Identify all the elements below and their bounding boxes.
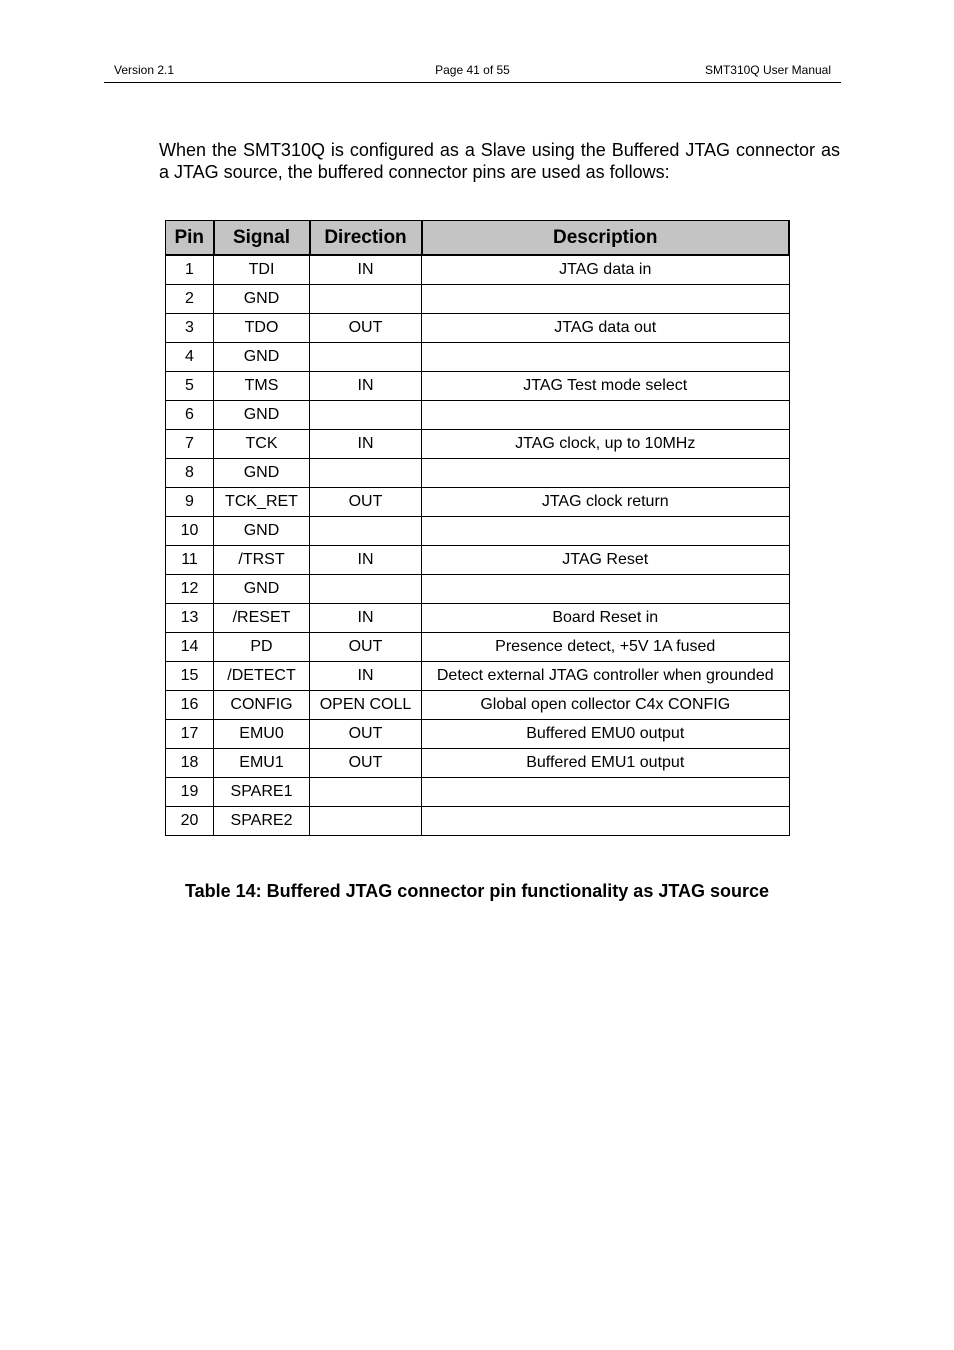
cell-direction <box>310 401 422 430</box>
cell-signal: TDO <box>214 314 310 343</box>
cell-description <box>422 807 790 836</box>
table-row <box>166 343 790 372</box>
cell-direction: IN <box>310 546 422 575</box>
page-header <box>104 61 841 83</box>
cell-direction <box>310 778 422 807</box>
cell-description <box>422 517 790 546</box>
table-body <box>166 255 790 836</box>
header-description: Description <box>422 221 790 256</box>
cell-signal: /TRST <box>214 546 310 575</box>
cell-direction: OUT <box>310 633 422 662</box>
header-page-number: Page 41 of 55 <box>435 63 510 77</box>
cell-description <box>422 401 790 430</box>
cell-direction: IN <box>310 662 422 691</box>
cell-pin: 10 <box>166 517 214 546</box>
table-row <box>166 720 790 749</box>
cell-pin: 5 <box>166 372 214 401</box>
cell-description <box>422 778 790 807</box>
cell-signal: TDI <box>214 255 310 285</box>
cell-pin: 13 <box>166 604 214 633</box>
cell-pin: 20 <box>166 807 214 836</box>
cell-description: Detect external JTAG controller when grounded <box>422 662 790 691</box>
table-row <box>166 255 790 285</box>
table-row <box>166 633 790 662</box>
table-row <box>166 314 790 343</box>
table-row <box>166 285 790 314</box>
cell-description: JTAG data in <box>422 255 790 285</box>
table-row <box>166 488 790 517</box>
cell-direction: IN <box>310 604 422 633</box>
header-version: Version 2.1 <box>114 63 175 77</box>
cell-signal: GND <box>214 401 310 430</box>
table-row <box>166 430 790 459</box>
cell-signal: TMS <box>214 372 310 401</box>
cell-description: Buffered EMU1 output <box>422 749 790 778</box>
cell-description <box>422 285 790 314</box>
cell-pin: 7 <box>166 430 214 459</box>
cell-signal: GND <box>214 517 310 546</box>
cell-description: JTAG data out <box>422 314 790 343</box>
table-row <box>166 459 790 488</box>
table-header-row <box>166 221 790 256</box>
cell-description <box>422 575 790 604</box>
table-row <box>166 546 790 575</box>
cell-description: Global open collector C4x CONFIG <box>422 691 790 720</box>
cell-pin: 14 <box>166 633 214 662</box>
cell-signal: GND <box>214 343 310 372</box>
cell-signal: GND <box>214 285 310 314</box>
intro-paragraph: When the SMT310Q is configured as a Slave using the Buffered JTAG connector as a JTAG source, the buffered connector pins are used as follows: <box>159 140 840 182</box>
cell-signal: SPARE1 <box>214 778 310 807</box>
cell-signal: GND <box>214 459 310 488</box>
table-row <box>166 749 790 778</box>
cell-pin: 2 <box>166 285 214 314</box>
header-pin: Pin <box>166 221 214 256</box>
table-row <box>166 575 790 604</box>
cell-direction: IN <box>310 372 422 401</box>
table-row <box>166 401 790 430</box>
table-row <box>166 807 790 836</box>
cell-signal: /DETECT <box>214 662 310 691</box>
cell-description: Presence detect, +5V 1A fused <box>422 633 790 662</box>
cell-direction: OPEN COLL <box>310 691 422 720</box>
cell-description: JTAG clock, up to 10MHz <box>422 430 790 459</box>
cell-direction: OUT <box>310 488 422 517</box>
cell-direction <box>310 575 422 604</box>
cell-pin: 19 <box>166 778 214 807</box>
cell-pin: 1 <box>166 255 214 285</box>
table-row <box>166 604 790 633</box>
cell-direction <box>310 517 422 546</box>
cell-direction: IN <box>310 255 422 285</box>
cell-direction: OUT <box>310 720 422 749</box>
cell-description: JTAG clock return <box>422 488 790 517</box>
cell-direction <box>310 459 422 488</box>
cell-description <box>422 459 790 488</box>
header-document-title: SMT310Q User Manual <box>704 63 831 77</box>
cell-description: Buffered EMU0 output <box>422 720 790 749</box>
table-caption: Table 14: Buffered JTAG connector pin functionality as JTAG source <box>184 881 770 901</box>
cell-pin: 11 <box>166 546 214 575</box>
cell-pin: 17 <box>166 720 214 749</box>
cell-signal: GND <box>214 575 310 604</box>
pin-table <box>165 220 790 836</box>
cell-pin: 3 <box>166 314 214 343</box>
cell-signal: EMU1 <box>214 749 310 778</box>
cell-pin: 8 <box>166 459 214 488</box>
table-row <box>166 662 790 691</box>
cell-description: JTAG Test mode select <box>422 372 790 401</box>
cell-direction: IN <box>310 430 422 459</box>
cell-direction <box>310 807 422 836</box>
cell-direction: OUT <box>310 314 422 343</box>
cell-signal: /RESET <box>214 604 310 633</box>
cell-description <box>422 343 790 372</box>
cell-direction <box>310 343 422 372</box>
table-row <box>166 372 790 401</box>
table-row <box>166 778 790 807</box>
cell-signal: TCK <box>214 430 310 459</box>
cell-pin: 4 <box>166 343 214 372</box>
cell-pin: 18 <box>166 749 214 778</box>
table-row <box>166 517 790 546</box>
cell-pin: 6 <box>166 401 214 430</box>
cell-pin: 15 <box>166 662 214 691</box>
cell-signal: TCK_RET <box>214 488 310 517</box>
cell-signal: CONFIG <box>214 691 310 720</box>
cell-signal: SPARE2 <box>214 807 310 836</box>
header-direction: Direction <box>310 221 422 256</box>
header-signal: Signal <box>214 221 310 256</box>
cell-direction <box>310 285 422 314</box>
cell-direction: OUT <box>310 749 422 778</box>
cell-pin: 9 <box>166 488 214 517</box>
cell-pin: 16 <box>166 691 214 720</box>
cell-description: JTAG Reset <box>422 546 790 575</box>
cell-signal: EMU0 <box>214 720 310 749</box>
cell-description: Board Reset in <box>422 604 790 633</box>
table-row <box>166 691 790 720</box>
cell-signal: PD <box>214 633 310 662</box>
cell-pin: 12 <box>166 575 214 604</box>
